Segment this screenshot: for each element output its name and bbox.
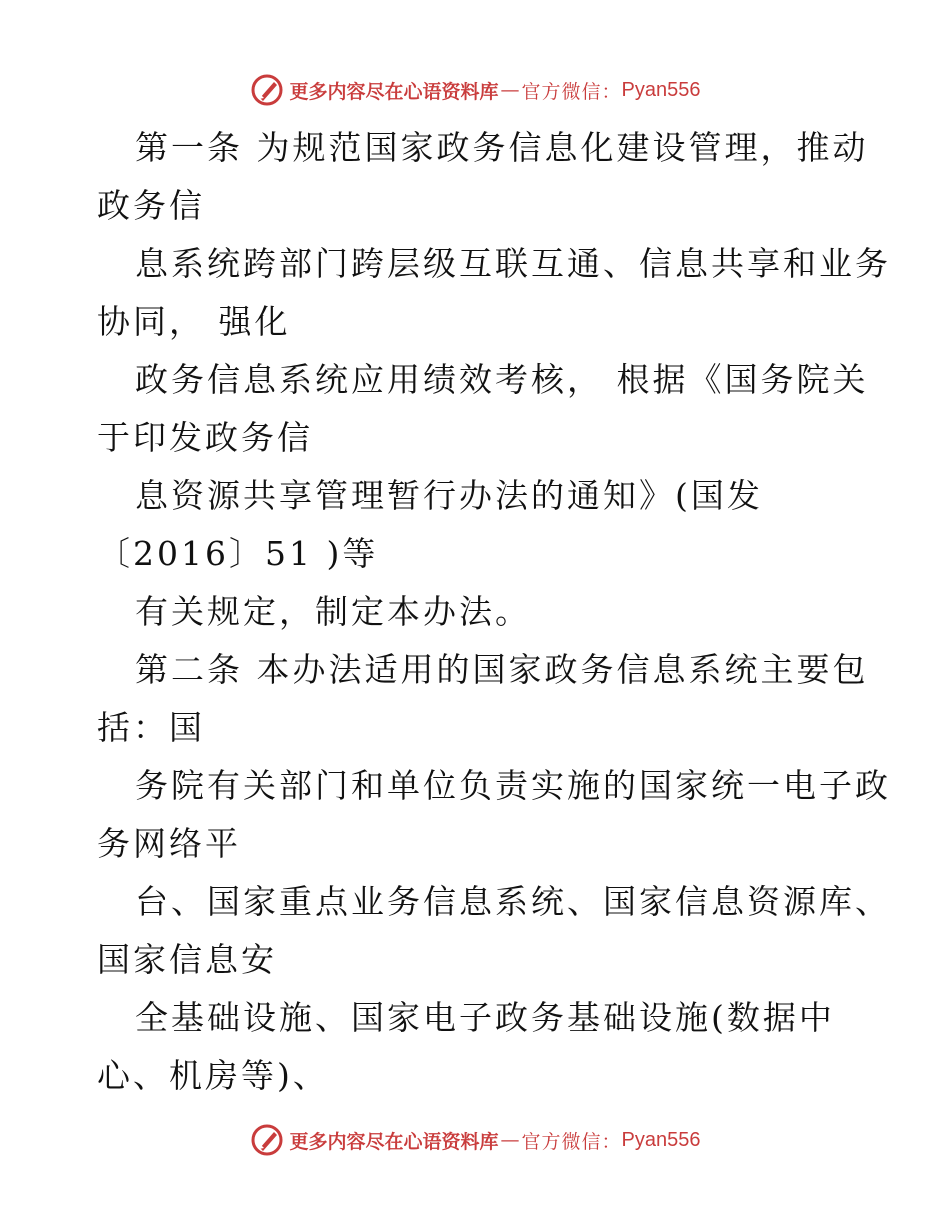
text-line: 全基础设施、国家电子政务基础设施(数据中 — [135, 998, 835, 1037]
text-line: 政务信息系统应用绩效考核， 根据《国务院关 — [135, 360, 869, 399]
pen-logo-icon — [250, 1123, 284, 1157]
text-line: 息系统跨部门跨层级互联互通、信息共享和业务 — [135, 244, 891, 283]
text-line: 务院有关部门和单位负责实施的国家统一电子政 — [135, 766, 891, 805]
footer-banner — [0, 1120, 950, 1160]
text-line: 协同， 强化 — [97, 302, 291, 341]
footer-wechat-label: 官方微信： — [521, 1130, 622, 1153]
footer-wechat-id: Pyan556 — [621, 1128, 701, 1151]
text-line: 息资源共享管理暂行办法的通知》(国发 — [135, 476, 763, 515]
text-line: 台、国家重点业务信息系统、国家信息资源库、 — [135, 882, 891, 921]
text-line: 务网络平 — [97, 824, 241, 863]
text-line: 有关规定，制定本办法。 — [135, 592, 531, 631]
header-separator: — — [500, 79, 520, 101]
text-line: 国家信息安 — [97, 940, 277, 979]
footer-brand-text: 更多内容尽在心语资料库 — [289, 1130, 499, 1153]
header-wechat-id: Pyan556 — [621, 78, 701, 101]
header-wechat-label: 官方微信： — [521, 80, 622, 103]
text-line: 括：国 — [97, 708, 205, 747]
text-line: 〔2016〕51 )等 — [97, 534, 379, 573]
header-brand-text: 更多内容尽在心语资料库 — [289, 80, 499, 103]
text-line: 第一条 为规范国家政务信息化建设管理，推动 — [135, 128, 869, 167]
text-line: 政务信 — [97, 186, 205, 225]
text-line: 于印发政务信 — [97, 418, 313, 457]
text-line: 第二条 本办法适用的国家政务信息系统主要包 — [135, 650, 869, 689]
text-line: 心、机房等)、 — [97, 1056, 329, 1095]
footer-separator: — — [500, 1129, 520, 1151]
